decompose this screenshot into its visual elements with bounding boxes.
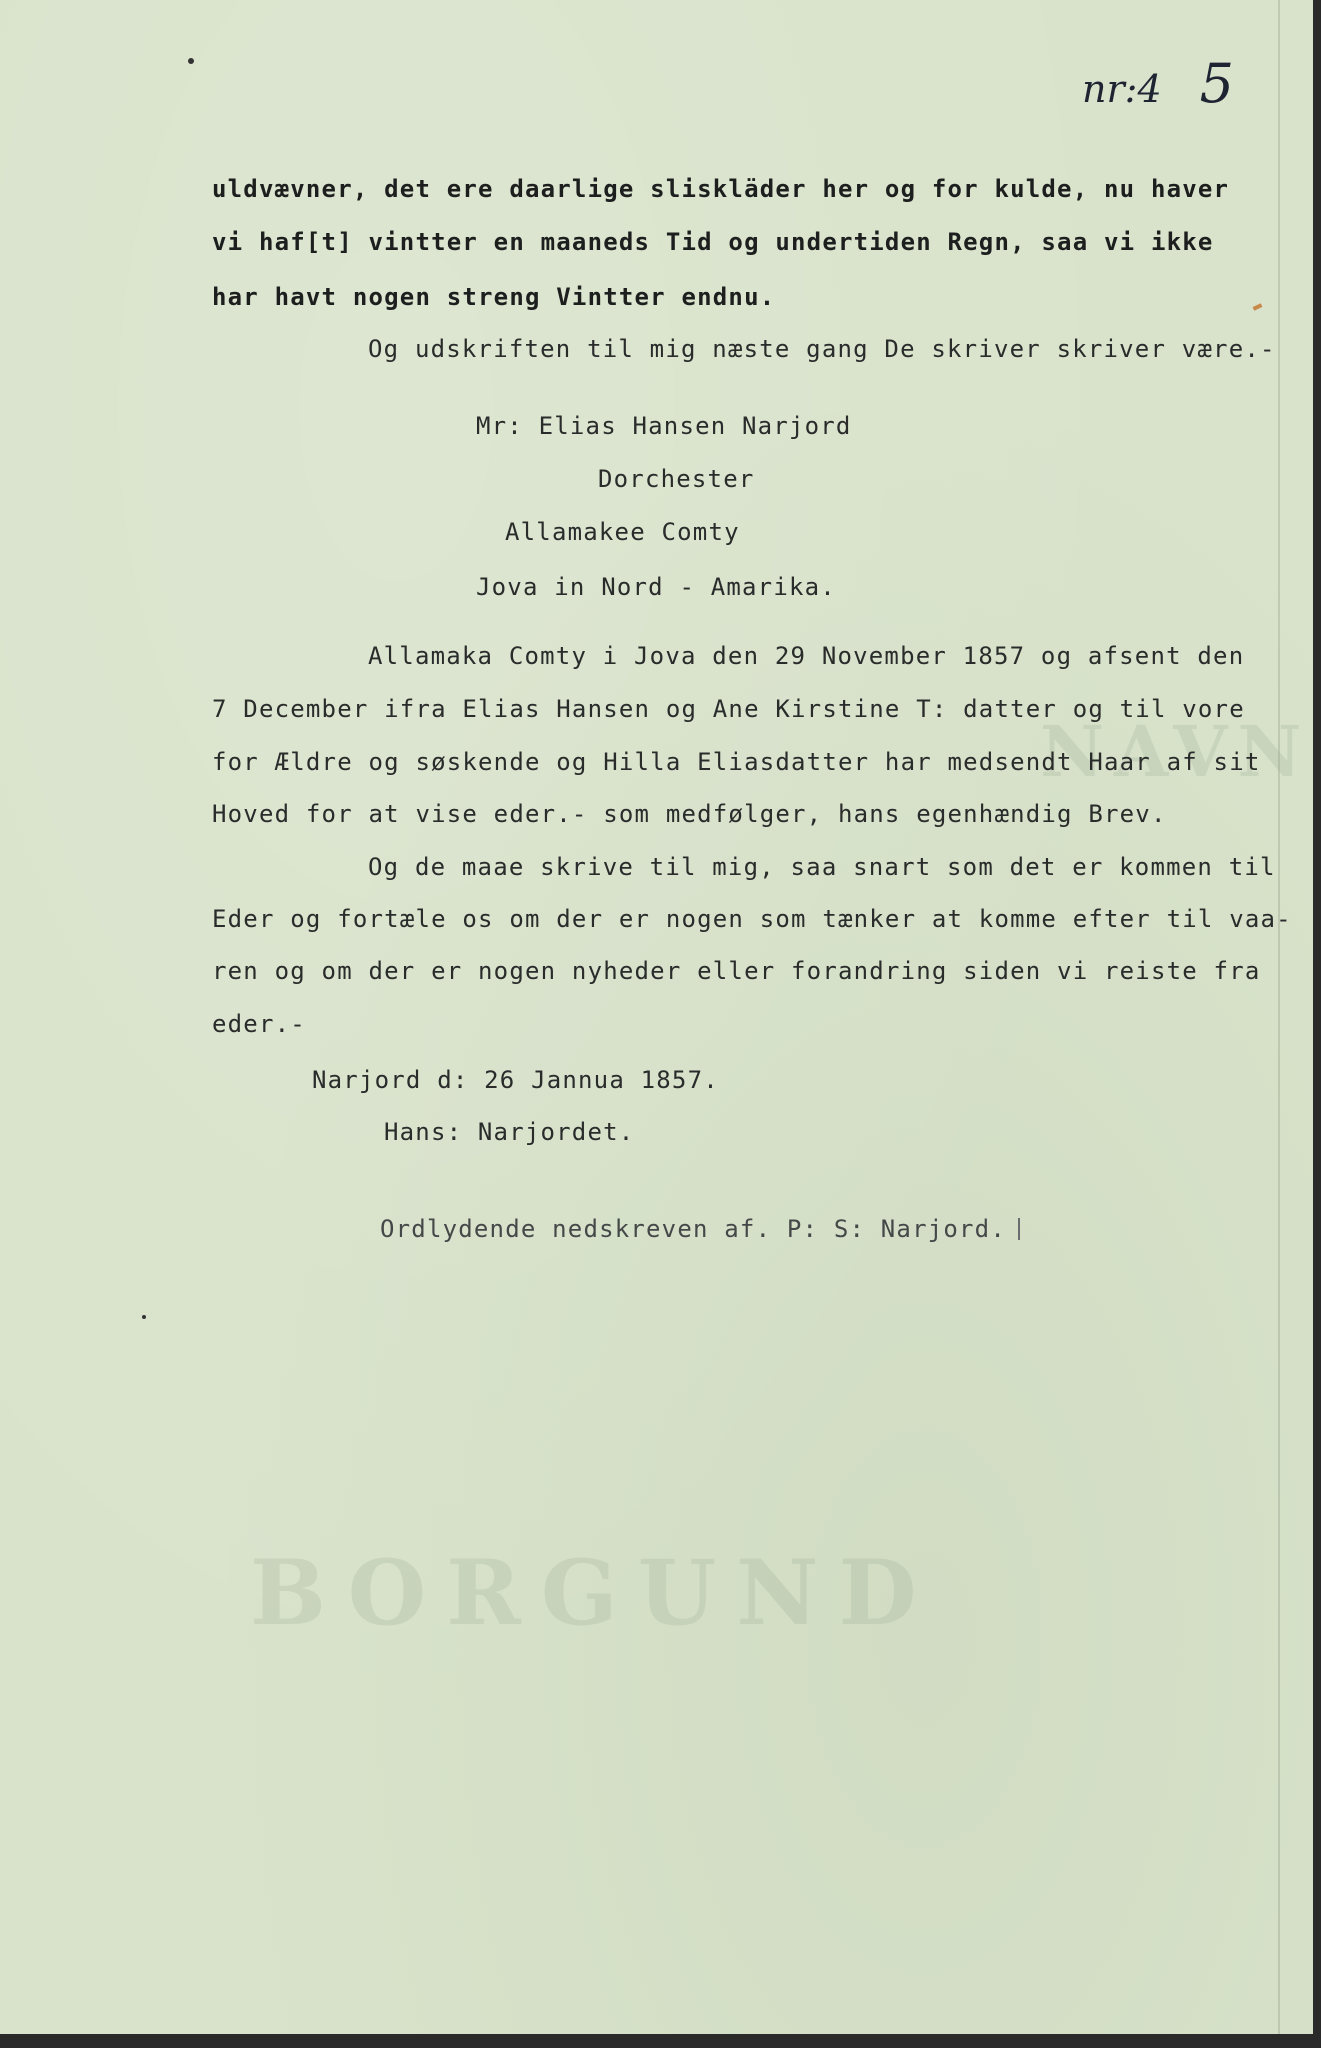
ink-speck bbox=[142, 1315, 146, 1319]
letter-line: uldvævner, det ere daarlige sliskläder her og for kulde, nu haver bbox=[212, 175, 1230, 203]
postscript-line: 7 December ifra Elias Hansen og Ane Kirstine T: datter og til vore bbox=[212, 695, 1245, 723]
postscript-line: ren og om der er nogen nyheder eller forandring siden vi reiste fra bbox=[212, 957, 1261, 985]
folio-annotation bbox=[1082, 52, 1234, 115]
closing-date: Narjord d: 26 Jannua 1857. bbox=[312, 1066, 719, 1094]
address-line: Dorchester bbox=[598, 465, 755, 493]
postscript-line: Eder og fortæle os om der er nogen som tænker at komme efter til vaa- bbox=[212, 905, 1292, 933]
scan-edge-bottom bbox=[0, 2034, 1321, 2048]
postscript-line: Allamaka Comty i Jova den 29 November 1857 og afsent den bbox=[368, 642, 1245, 670]
postscript-line: Hoved for at vise eder.- som medfølger, hans egenhændig Brev. bbox=[212, 800, 1167, 828]
closing-signature: Hans: Narjordet. bbox=[384, 1118, 635, 1146]
letter-line: har havt nogen streng Vintter endnu. bbox=[212, 283, 776, 311]
bleed-through-text: NAVN bbox=[1040, 710, 1312, 793]
fold-line bbox=[1278, 0, 1280, 2048]
folio-nr-label: nr:4 bbox=[1082, 67, 1162, 111]
ink-mark bbox=[1253, 303, 1263, 310]
ink-stroke bbox=[1018, 1218, 1020, 1240]
postscript-line: for Ældre og søskende og Hilla Eliasdatter har medsendt Haar af sit bbox=[212, 748, 1261, 776]
postscript-line: Og de maae skrive til mig, saa snart som det er kommen til bbox=[368, 853, 1276, 881]
ink-speck bbox=[188, 58, 194, 64]
address-line: Mr: Elias Hansen Narjord bbox=[476, 412, 852, 440]
address-line: Jova in Nord - Amarika. bbox=[476, 573, 836, 601]
bleed-through-text: BORGUND bbox=[250, 1540, 937, 1646]
scan-edge-right bbox=[1313, 0, 1321, 2048]
letter-line: vi haf[t] vintter en maaneds Tid og undertiden Regn, saa vi ikke bbox=[212, 228, 1214, 256]
transcriber-note: Ordlydende nedskreven af. P: S: Narjord. bbox=[380, 1215, 1006, 1243]
postscript-line: eder.- bbox=[212, 1010, 306, 1038]
folio-page-number: 5 bbox=[1199, 52, 1234, 115]
address-line: Allamakee Comty bbox=[505, 518, 740, 546]
letter-line: Og udskriften til mig næste gang De skriver skriver være.- bbox=[368, 335, 1276, 363]
